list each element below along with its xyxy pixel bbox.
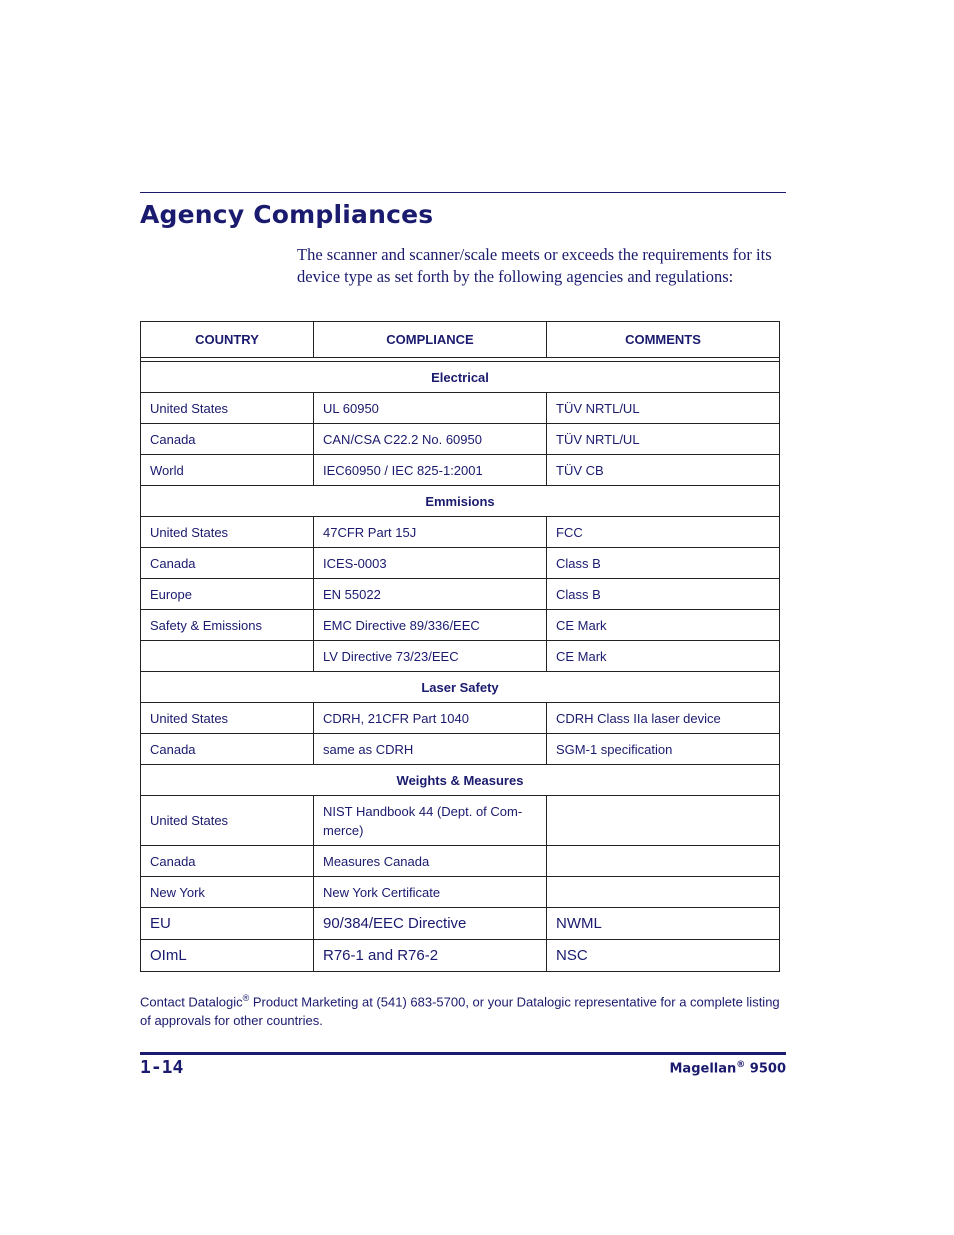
header-country: COUNTRY [141,322,314,358]
cell-compliance: EMC Directive 89/336/EEC [314,610,547,641]
cell-compliance: ICES-0003 [314,548,547,579]
table-row [141,455,780,486]
cell-country: United States [141,393,314,424]
cell-compliance: same as CDRH [314,734,547,765]
header-comments: COMMENTS [547,322,780,358]
cell-country: Europe [141,579,314,610]
product-brand: Magellan [669,1061,737,1077]
cell-country: Canada [141,548,314,579]
cell-compliance: LV Directive 73/23/EEC [314,641,547,672]
cell-comments: SGM-1 specification [547,734,780,765]
table-row [141,846,780,877]
table-row [141,908,780,940]
table-row [141,579,780,610]
cell-compliance: CDRH, 21CFR Part 1040 [314,703,547,734]
cell-compliance: CAN/CSA C22.2 No. 60950 [314,424,547,455]
cell-country: EU [141,908,314,940]
page-number: 1-14 [140,1057,184,1078]
cell-comments: CE Mark [547,610,780,641]
product-name [670,1060,787,1076]
cell-country: Safety & Emissions [141,610,314,641]
cell-compliance: IEC60950 / IEC 825-1:2001 [314,455,547,486]
cell-country [141,641,314,672]
product-model: 9500 [745,1061,786,1077]
cell-country: World [141,455,314,486]
footnote-text-start: Contact Datalogic [140,994,243,1010]
cell-compliance: New York Certificate [314,877,547,908]
section-row-weights [141,765,780,796]
cell-country: OImL [141,940,314,972]
cell-country: United States [141,796,314,846]
table-header-row [141,322,780,358]
section-row-emmisions [141,486,780,517]
cell-comments: TÜV CB [547,455,780,486]
cell-comments: Class B [547,579,780,610]
table-row [141,424,780,455]
section-laser-safety: Laser Safety [141,672,780,703]
table-row [141,393,780,424]
cell-comments: CDRH Class IIa laser device [547,703,780,734]
table-row [141,548,780,579]
table-row [141,734,780,765]
table-row [141,703,780,734]
cell-comments: TÜV NRTL/UL [547,393,780,424]
cell-country: United States [141,703,314,734]
footer-rule [140,1052,786,1055]
table-row [141,940,780,972]
footnote-text-end: Product Marketing at (541) 683-5700, or your Datalogic representative for a complete listing of approvals for other countries. [140,994,780,1029]
cell-comments: NSC [547,940,780,972]
product-registered-mark: ® [736,1060,746,1070]
cell-country: New York [141,877,314,908]
top-rule [140,192,786,193]
cell-compliance: Measures Canada [314,846,547,877]
registered-mark: ® [242,993,250,1003]
section-row-electrical [141,362,780,393]
table-row [141,517,780,548]
cell-comments [547,796,780,846]
section-electrical: Electrical [141,362,780,393]
table-row [141,610,780,641]
cell-comments: CE Mark [547,641,780,672]
cell-comments [547,846,780,877]
cell-comments [547,877,780,908]
cell-comments: Class B [547,548,780,579]
cell-comments: FCC [547,517,780,548]
table-row [141,641,780,672]
cell-country: Canada [141,424,314,455]
cell-compliance: 90/384/EEC Directive [314,908,547,940]
cell-comments: TÜV NRTL/UL [547,424,780,455]
cell-country: Canada [141,734,314,765]
cell-country: United States [141,517,314,548]
cell-compliance: EN 55022 [314,579,547,610]
section-row-laser [141,672,780,703]
table-row [141,796,780,846]
compliance-table [140,321,780,972]
cell-country: Canada [141,846,314,877]
table-row [141,877,780,908]
page-title: Agency Compliances [140,200,434,229]
cell-compliance: 47CFR Part 15J [314,517,547,548]
cell-compliance: NIST Handbook 44 (Dept. of Com-merce) [314,796,547,846]
cell-compliance: R76-1 and R76-2 [314,940,547,972]
section-weights-measures: Weights & Measures [141,765,780,796]
cell-comments: NWML [547,908,780,940]
footnote [140,989,780,1030]
header-compliance: COMPLIANCE [314,322,547,358]
section-emmisions: Emmisions [141,486,780,517]
intro-paragraph: The scanner and scanner/scale meets or exceeds the requirements for its device type as set forth by the following agencies and regulations: [297,245,772,286]
cell-compliance: UL 60950 [314,393,547,424]
